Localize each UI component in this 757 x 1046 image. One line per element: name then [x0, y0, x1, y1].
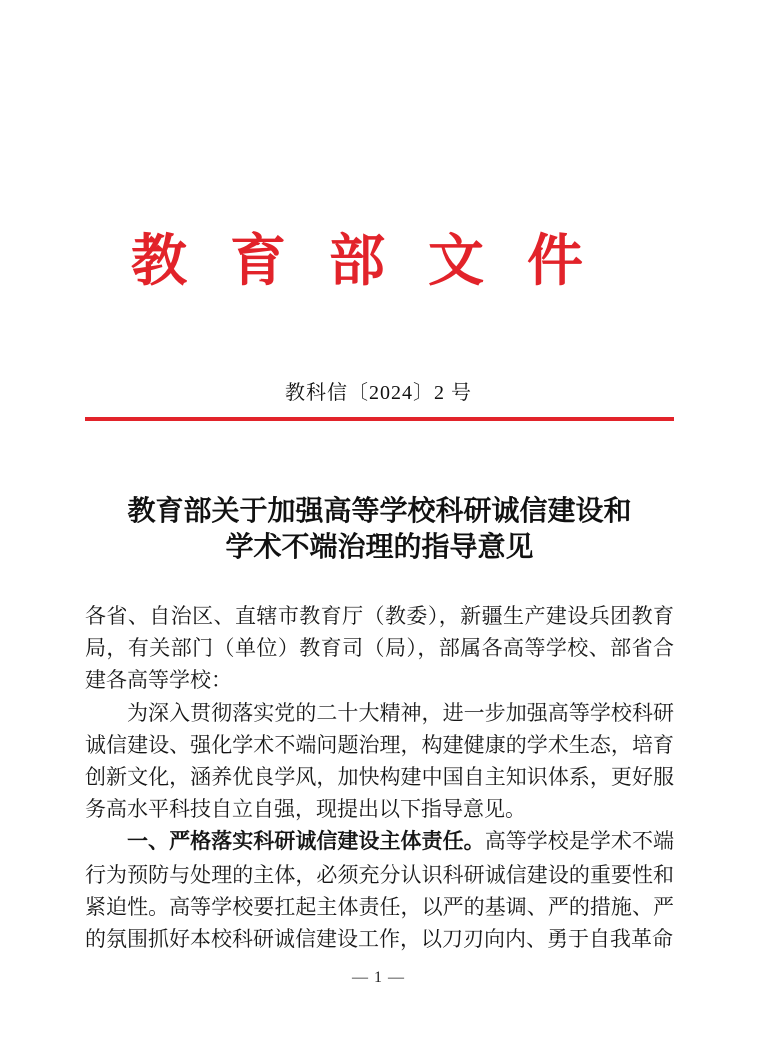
salutation-paragraph: 各省、自治区、直辖市教育厅（教委），新疆生产建设兵团教育局，有关部门（单位）教育司（局），部属各高等学校、部省合建各高等学校：	[85, 604, 674, 693]
section-1-paragraph	[85, 825, 674, 955]
intro-paragraph	[85, 697, 674, 826]
section-1-heading: 一、严格落实科研诚信建设主体责任。	[127, 830, 485, 854]
document-body	[85, 600, 674, 955]
red-divider-line	[85, 417, 674, 421]
agency-header-title: 教育部文件	[131, 231, 626, 293]
intro-paragraph-text: 为深入贯彻落实党的二十大精神，进一步加强高等学校科研诚信建设、强化学术不端问题治理，构建健康的学术生态，培育创新文化，涵养优良学风，加快构建中国自主知识体系，更好服务高水平科技自立自强，现提出以下指导意见。	[85, 700, 674, 822]
page-number: — 1 —	[352, 969, 405, 986]
section-1-text: 高等学校是学术不端行为预防与处理的主体，必须充分认识科研诚信建设的重要性和紧迫性。高等学校要扛起主体责任，以严的基调、严的措施、严的氛围抓好本校科研诚信建设工作，以刀刃向内、勇于自我革命	[85, 829, 675, 952]
document-title-line-1: 教育部关于加强高等学校科研诚信建设和	[127, 496, 632, 527]
document-number: 教科信〔2024〕2 号	[285, 382, 472, 404]
document-title-line-2: 学术不端治理的指导意见	[225, 532, 534, 563]
document-title	[85, 494, 674, 566]
